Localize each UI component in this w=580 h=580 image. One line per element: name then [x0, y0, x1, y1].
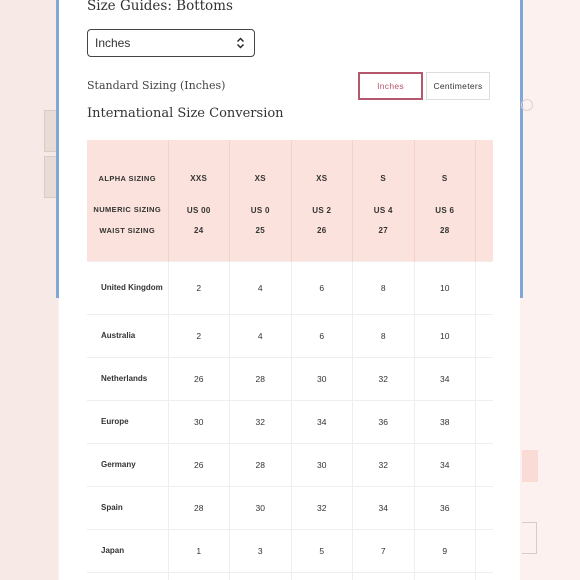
background-button [522, 450, 538, 482]
unit-select-value: Inches [95, 36, 131, 50]
header-row-label: NUMERIC SIZING [87, 201, 168, 219]
header-cell: XS [291, 140, 353, 201]
select-arrows-icon [236, 37, 245, 49]
country-label: Spain [87, 486, 168, 529]
size-cell: 32 [353, 443, 415, 486]
header-cell: US 2 [291, 201, 353, 219]
country-label: Europe [87, 400, 168, 443]
size-cell: 36 [353, 400, 415, 443]
size-cell [230, 572, 292, 580]
size-cell: 30 [168, 400, 230, 443]
header-cell: US 0 [230, 201, 292, 219]
size-cell: 5 [291, 529, 353, 572]
conversion-title: International Size Conversion [87, 106, 284, 121]
size-cell: 28 [230, 357, 292, 400]
overflow-cell [476, 314, 494, 357]
size-cell [87, 572, 168, 580]
size-guide-panel [59, 0, 520, 580]
size-cell: 34 [414, 357, 476, 400]
standard-sizing-label: Standard Sizing (Inches) [87, 79, 226, 92]
size-cell: 34 [291, 400, 353, 443]
size-cell: 26 [168, 357, 230, 400]
size-cell: 32 [291, 486, 353, 529]
size-cell: 2 [168, 261, 230, 314]
size-cell: 6 [291, 314, 353, 357]
header-cell: 28 [414, 219, 476, 261]
header-cell: US 4 [353, 201, 415, 219]
size-cell: 9 [414, 529, 476, 572]
table-row [87, 486, 493, 529]
table-row [87, 261, 493, 314]
table-header-row [87, 219, 493, 261]
header-cell: XS [230, 140, 292, 201]
header-cell: 27 [353, 219, 415, 261]
size-cell: 8 [353, 314, 415, 357]
size-guide-title: Size Guides: Bottoms [87, 0, 233, 14]
overflow-cell [476, 486, 494, 529]
header-overflow-cell [476, 140, 494, 201]
unit-select[interactable] [87, 29, 255, 57]
country-label: United Kingdom [87, 261, 168, 314]
size-cell [476, 572, 494, 580]
size-cell: 10 [414, 314, 476, 357]
header-overflow-cell [476, 219, 494, 261]
size-cell: 28 [230, 443, 292, 486]
inches-toggle-button[interactable]: Inches [358, 72, 423, 100]
country-label: Japan [87, 529, 168, 572]
size-cell [291, 572, 353, 580]
size-cell: 30 [291, 357, 353, 400]
header-overflow-cell [476, 201, 494, 219]
size-cell: 3 [230, 529, 292, 572]
country-label: Netherlands [87, 357, 168, 400]
size-cell: 10 [414, 261, 476, 314]
header-cell: S [353, 140, 415, 201]
table-row [87, 357, 493, 400]
size-cell: 30 [230, 486, 292, 529]
size-cell: 28 [168, 486, 230, 529]
header-row-label: ALPHA SIZING [87, 140, 168, 201]
overflow-cell [476, 529, 494, 572]
size-cell: 7 [353, 529, 415, 572]
size-cell: 2 [168, 314, 230, 357]
header-cell: XXS [168, 140, 230, 201]
size-cell: 8 [353, 261, 415, 314]
size-cell: 32 [353, 357, 415, 400]
header-cell: 24 [168, 219, 230, 261]
overflow-cell [476, 443, 494, 486]
country-label: Germany [87, 443, 168, 486]
header-cell: US 6 [414, 201, 476, 219]
table-row [87, 400, 493, 443]
overflow-cell [476, 400, 494, 443]
background-field [522, 522, 537, 554]
table-header-row [87, 140, 493, 201]
header-cell: S [414, 140, 476, 201]
size-cell: 32 [230, 400, 292, 443]
background-circle [521, 99, 533, 111]
overflow-cell [476, 357, 494, 400]
table-row [87, 314, 493, 357]
modal-edge-right [520, 0, 523, 298]
table-row [87, 529, 493, 572]
size-cell: 30 [291, 443, 353, 486]
size-cell [168, 572, 230, 580]
size-cell: 36 [414, 486, 476, 529]
background-page-left [0, 0, 58, 580]
size-cell [353, 572, 415, 580]
size-cell: 6 [291, 261, 353, 314]
size-cell: 34 [353, 486, 415, 529]
size-cell: 4 [230, 314, 292, 357]
centimeters-toggle-button[interactable]: Centimeters [426, 72, 490, 100]
size-conversion-table [87, 140, 493, 580]
header-row-label: WAIST SIZING [87, 219, 168, 261]
overflow-cell [476, 261, 494, 314]
size-cell: 1 [168, 529, 230, 572]
size-cell [414, 572, 476, 580]
size-cell: 38 [414, 400, 476, 443]
header-cell: US 00 [168, 201, 230, 219]
table-header-row [87, 201, 493, 219]
size-cell: 34 [414, 443, 476, 486]
country-label: Australia [87, 314, 168, 357]
size-cell: 26 [168, 443, 230, 486]
size-cell: 4 [230, 261, 292, 314]
header-cell: 25 [230, 219, 292, 261]
table-row [87, 443, 493, 486]
table-row [87, 572, 493, 580]
header-cell: 26 [291, 219, 353, 261]
